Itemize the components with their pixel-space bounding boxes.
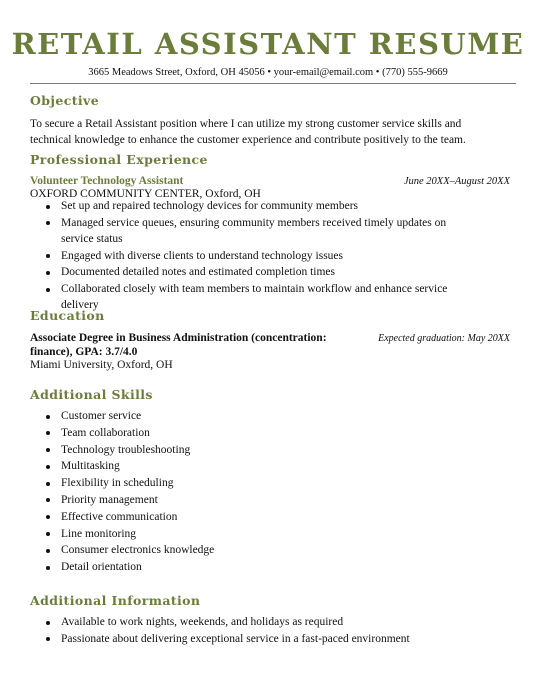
job-bullet-list	[30, 198, 470, 314]
list-item: Managed service queues, ensuring community members received timely updates on service status	[30, 215, 470, 247]
experience-heading: Professional Experience	[30, 152, 208, 167]
additional-info-list	[30, 614, 490, 648]
list-item: Collaborated closely with team members to maintain workflow and enhance service delivery	[30, 281, 470, 313]
list-item: Passionate about delivering exceptional service in a fast-paced environment	[30, 631, 490, 647]
header-divider	[30, 83, 516, 84]
education-graduation: Expected graduation: May 20XX	[378, 333, 510, 344]
list-item: Detail orientation	[30, 559, 490, 575]
education-degree: Associate Degree in Business Administration (concentration: finance), GPA: 3.7/4.0	[30, 332, 327, 358]
job-title: Volunteer Technology Assistant	[30, 175, 184, 187]
list-item: Effective communication	[30, 509, 490, 525]
list-item: Multitasking	[30, 458, 490, 474]
skills-heading: Additional Skills	[30, 387, 153, 402]
education-school: Miami University, Oxford, OH	[30, 359, 173, 371]
list-item: Priority management	[30, 492, 490, 508]
objective-text: To secure a Retail Assistant position where I can utilize my strong customer service skills and technical knowledge to enhance the customer experience and contribute positively to the team.	[30, 118, 466, 146]
list-item: Line monitoring	[30, 526, 490, 542]
additional-info-heading: Additional Information	[30, 593, 201, 608]
list-item: Set up and repaired technology devices for community members	[30, 198, 470, 214]
list-item: Technology troubleshooting	[30, 442, 490, 458]
contact-line: 3665 Meadows Street, Oxford, OH 45056 • your-email@email.com • (770) 555-9669	[88, 67, 448, 78]
list-item: Team collaboration	[30, 425, 490, 441]
education-heading: Education	[30, 308, 105, 323]
job-dates: June 20XX–August 20XX	[403, 176, 510, 187]
list-item: Engaged with diverse clients to understand technology issues	[30, 248, 470, 264]
list-item: Consumer electronics knowledge	[30, 542, 490, 558]
list-item: Flexibility in scheduling	[30, 475, 490, 491]
objective-heading: Objective	[30, 93, 100, 108]
list-item: Customer service	[30, 408, 490, 424]
resume-title: RETAIL ASSISTANT RESUME	[11, 27, 525, 61]
list-item: Documented detailed notes and estimated completion times	[30, 264, 470, 280]
skills-list	[30, 408, 490, 576]
list-item: Available to work nights, weekends, and holidays as required	[30, 614, 490, 630]
job-organization: OXFORD COMMUNITY CENTER, Oxford, OH	[30, 188, 261, 200]
